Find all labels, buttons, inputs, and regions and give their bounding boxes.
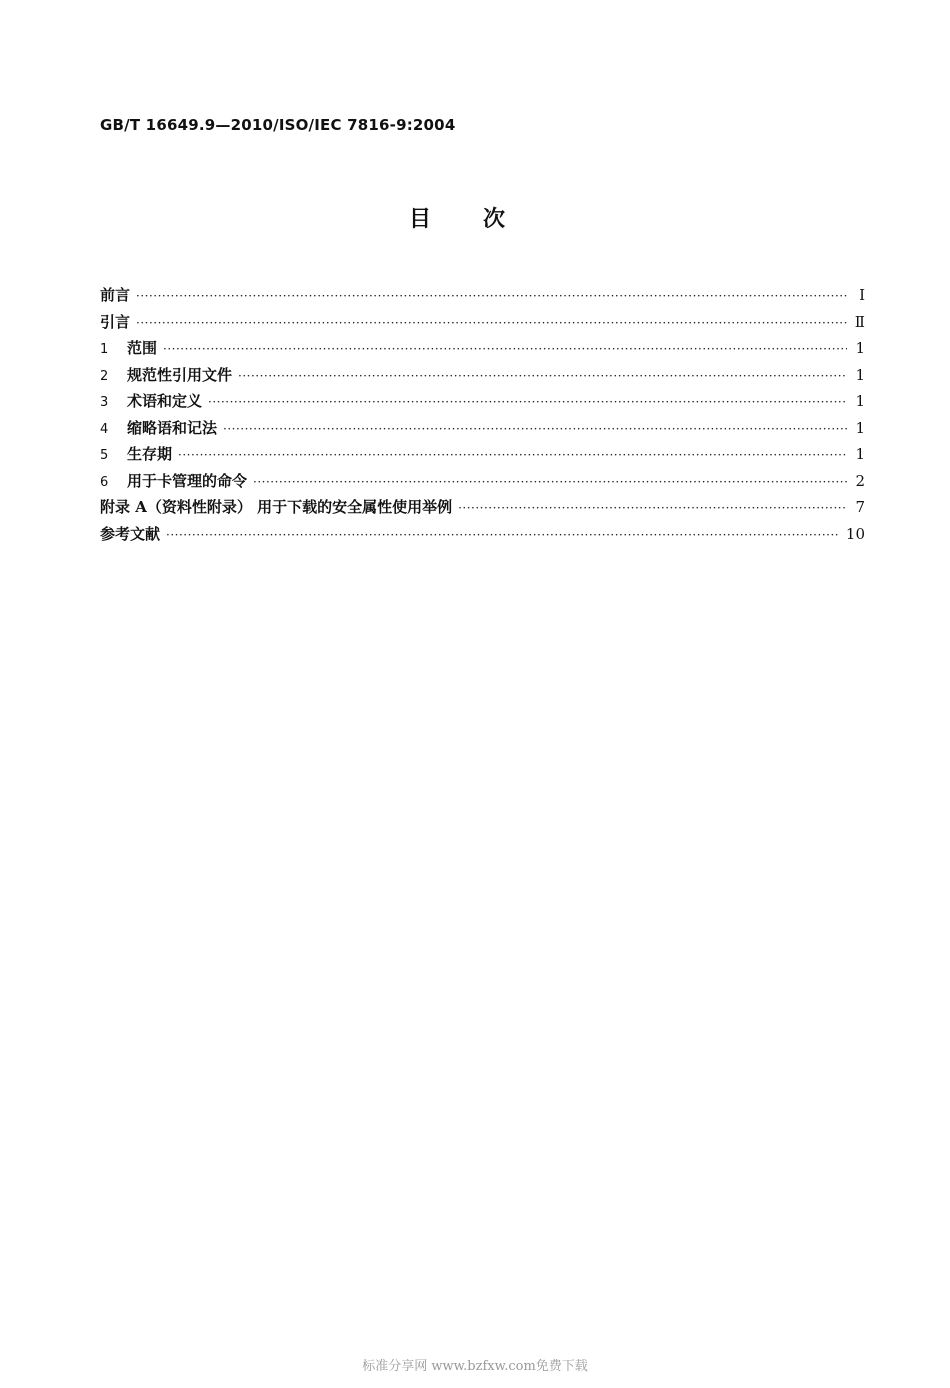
toc-entry-number: 2 [100, 368, 109, 384]
toc-leader-dots [166, 528, 840, 542]
toc-entry-bibliography[interactable] [100, 523, 865, 550]
toc-entry-label-group [100, 337, 163, 358]
toc-entry-normative-references[interactable] [100, 364, 865, 391]
toc-leader-dots [223, 422, 847, 436]
toc-leader-dots [163, 342, 847, 356]
toc-entry-life-cycle[interactable] [100, 443, 865, 470]
toc-entry-annex-a[interactable] [100, 496, 865, 523]
toc-entry-label: 生存期 [127, 445, 173, 463]
table-of-contents [100, 284, 865, 549]
toc-leader-dots [238, 369, 847, 383]
toc-entry-page: Ⅱ [854, 312, 865, 331]
toc-entry-label-group [100, 417, 223, 438]
toc-entry-label: 用于卡管理的命令 [127, 471, 248, 490]
toc-entry-page: 2 [855, 471, 865, 490]
toc-leader-dots [208, 395, 847, 409]
toc-entry-page: 10 [845, 524, 865, 543]
toc-entry-label: 范围 [127, 339, 158, 357]
toc-leader-dots [178, 448, 847, 462]
toc-leader-dots [458, 501, 847, 515]
toc-entry-label-group [100, 364, 238, 385]
toc-entry-page: 1 [855, 392, 865, 410]
toc-entry-foreword[interactable] [100, 284, 865, 311]
toc-entry-label: 术语和定义 [127, 392, 203, 410]
toc-entry-number: 1 [100, 342, 109, 357]
toc-entry-card-management-commands[interactable] [100, 470, 865, 497]
toc-leader-dots [136, 289, 847, 303]
footer-watermark: 标准分享网 www.bzfxw.com免费下载 [362, 1359, 588, 1374]
standard-code-header: GB/T 16649.9—2010/ISO/IEC 7816-9:2004 [100, 116, 456, 134]
toc-entry-page: Ⅰ [859, 286, 865, 304]
toc-entry-label: 规范性引用文件 [127, 365, 233, 384]
toc-leader-dots [253, 475, 847, 489]
toc-entry-introduction[interactable] [100, 311, 865, 338]
toc-entry-label: 前言 [100, 286, 131, 304]
toc-entry-label: 附录 A（资料性附录） 用于下载的安全属性使用举例 [100, 498, 453, 516]
toc-entry-scope[interactable] [100, 337, 865, 364]
toc-entry-label: 缩略语和记法 [127, 418, 218, 437]
toc-entry-label: 参考文献 [100, 524, 161, 543]
toc-entry-number: 5 [100, 448, 109, 463]
toc-entry-number: 3 [100, 395, 109, 410]
toc-entry-page: 1 [855, 339, 865, 357]
toc-entry-page: 7 [855, 498, 865, 516]
toc-entry-page: 1 [855, 418, 865, 437]
toc-entry-number: 6 [100, 474, 109, 490]
toc-entry-abbreviations[interactable] [100, 417, 865, 444]
toc-entry-label-group [100, 470, 253, 491]
toc-entry-terms-definitions[interactable] [100, 390, 865, 417]
toc-entry-page: 1 [855, 365, 865, 384]
toc-leader-dots [136, 316, 847, 330]
toc-entry-label: 引言 [100, 312, 131, 331]
toc-entry-page: 1 [855, 445, 865, 463]
toc-entry-label-group [100, 390, 208, 411]
toc-title: 目次 [408, 207, 557, 232]
toc-entry-label-group [100, 443, 178, 464]
toc-entry-number: 4 [100, 421, 109, 437]
